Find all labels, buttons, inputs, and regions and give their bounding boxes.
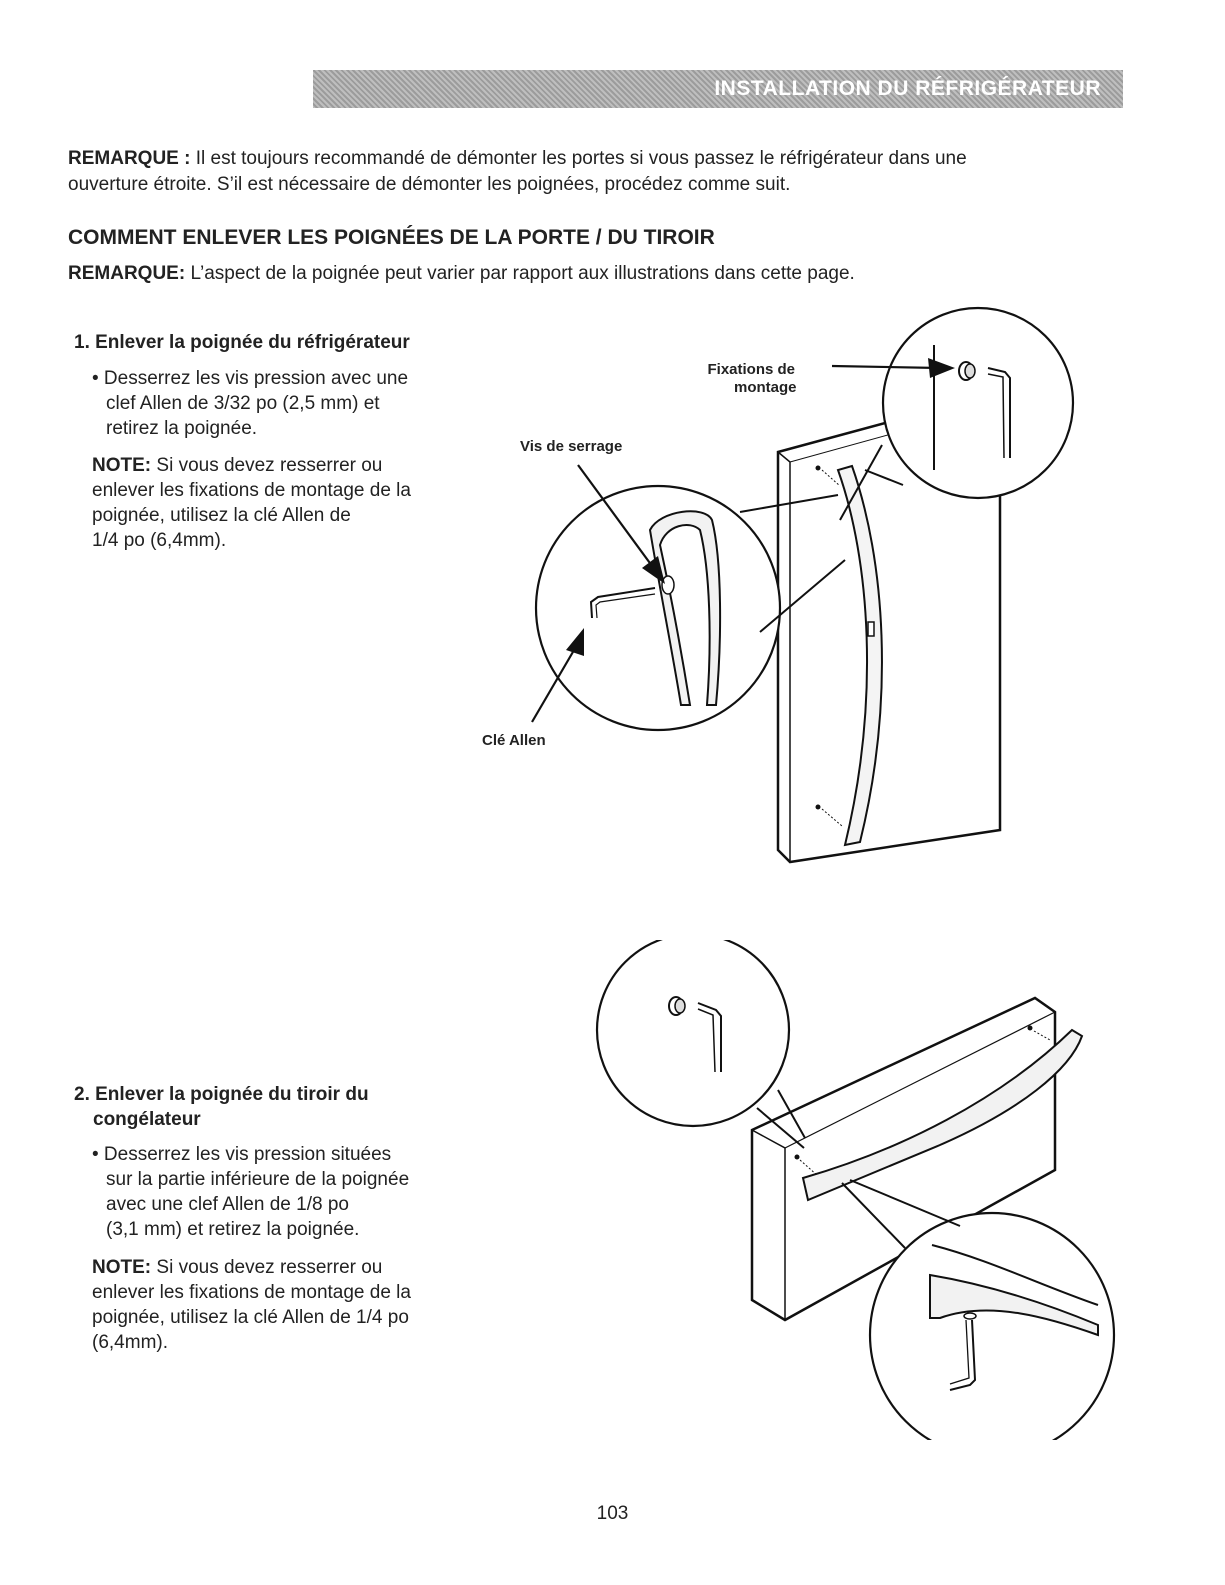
intro-remark-label: REMARQUE : bbox=[68, 148, 191, 169]
step1-note-line1 bbox=[92, 453, 382, 478]
allen-key-label: Clé Allen bbox=[482, 732, 546, 749]
step2-bullet-line3: avec une clef Allen de 1/8 po bbox=[106, 1194, 349, 1215]
section-remark bbox=[68, 261, 855, 286]
intro-remark-line1: Il est toujours recommandé de démonter les portes si vous passez le réfrigérateur dans une bbox=[195, 148, 967, 169]
step1-bullet-line3: retirez la poignée. bbox=[106, 418, 258, 439]
section-title: INSTALLATION DU RÉFRIGÉRATEUR bbox=[714, 77, 1101, 100]
step1-bullet-line2: clef Allen de 3/32 po (2,5 mm) et bbox=[106, 393, 380, 414]
section-heading: COMMENT ENLEVER LES POIGNÉES DE LA PORTE / DU TIROIR bbox=[68, 226, 715, 249]
step2-note-line3: poignée, utilisez la clé Allen de 1/4 po bbox=[92, 1307, 409, 1328]
set-screw-label: Vis de serrage bbox=[520, 438, 623, 455]
step1-note-line3: poignée, utilisez la clé Allen de bbox=[92, 505, 351, 526]
step2-note-line1 bbox=[92, 1255, 382, 1280]
step2-note-line2: enlever les fixations de montage de la bbox=[92, 1282, 411, 1303]
step1-note-text1: Si vous devez resserrer ou bbox=[156, 455, 383, 476]
step1-note-line4: 1/4 po (6,4mm). bbox=[92, 530, 227, 551]
step2-note-text1: Si vous devez resserrer ou bbox=[156, 1257, 383, 1278]
mounting-fixtures-label-line2: montage bbox=[734, 379, 797, 396]
step2-title-line2: congélateur bbox=[93, 1109, 201, 1130]
section-banner bbox=[313, 70, 1123, 108]
page-number: 103 bbox=[596, 1503, 629, 1524]
refrigerator-handle-illustration bbox=[500, 300, 1100, 880]
mounting-fixtures-label bbox=[706, 361, 797, 397]
step1-note-label: NOTE: bbox=[92, 455, 152, 476]
step1-title: 1. Enlever la poignée du réfrigérateur bbox=[74, 332, 410, 353]
intro-remark bbox=[68, 146, 967, 171]
step2-bullet-line2: sur la partie inférieure de la poignée bbox=[106, 1169, 410, 1190]
step2-bullet-line1: • Desserrez les vis pression situées bbox=[92, 1144, 392, 1165]
intro-remark-line2: ouverture étroite. S’il est nécessaire de démonter les poignées, procédez comme suit. bbox=[68, 174, 791, 195]
step2-note-label: NOTE: bbox=[92, 1257, 152, 1278]
step2-note-line4: (6,4mm). bbox=[92, 1332, 168, 1353]
freezer-handle-illustration bbox=[580, 940, 1120, 1440]
step1-bullet-line1: • Desserrez les vis pression avec une bbox=[92, 368, 409, 389]
step2-bullet-line4: (3,1 mm) et retirez la poignée. bbox=[106, 1219, 360, 1240]
step2-title-line1: 2. Enlever la poignée du tiroir du bbox=[74, 1084, 369, 1105]
step1-note-line2: enlever les fixations de montage de la bbox=[92, 480, 411, 501]
section-remark-text: L’aspect de la poignée peut varier par rapport aux illustrations dans cette page. bbox=[190, 263, 855, 284]
mounting-fixtures-label-line1: Fixations de bbox=[707, 361, 796, 378]
section-remark-label: REMARQUE: bbox=[68, 263, 186, 284]
